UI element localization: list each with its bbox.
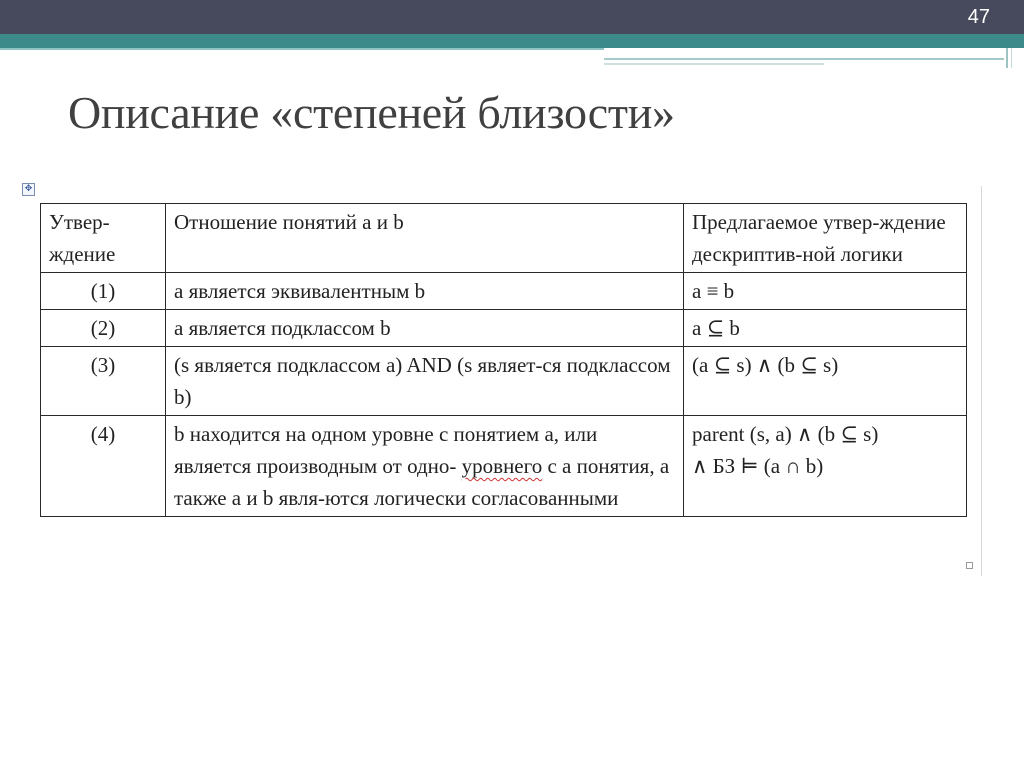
table-row	[41, 273, 967, 310]
table-row	[41, 347, 967, 416]
statement-line: parent (s, a) ∧ (b ⊆ s)	[692, 422, 879, 446]
relation-text: b находится на одном уровне с понятием a, или является производным от одно-	[174, 422, 598, 478]
row-id: (4)	[41, 416, 166, 517]
decoration-line	[604, 63, 824, 65]
relation-text: с a понятия, а также a и b явля-ются логически согласованными	[174, 454, 670, 510]
header-statement: Утвер-ждение	[41, 204, 166, 273]
table-resize-handle[interactable]	[966, 562, 973, 569]
row-statement: (a ⊆ s) ∧ (b ⊆ s)	[684, 347, 967, 416]
slide-accent-line	[0, 48, 604, 50]
row-relation: a является подклассом b	[166, 310, 684, 347]
row-id: (3)	[41, 347, 166, 416]
statement-line: ∧ БЗ ⊨ (a ∩ b)	[692, 454, 824, 478]
row-relation: (s является подклассом a) AND (s являет-ся подклассом b)	[166, 347, 684, 416]
spellcheck-word: уровнего	[461, 454, 543, 478]
row-statement: a ≡ b	[684, 273, 967, 310]
table-row	[41, 310, 967, 347]
slide-decoration	[604, 48, 1024, 68]
row-id: (2)	[41, 310, 166, 347]
decoration-line	[1011, 48, 1012, 68]
decoration-line	[604, 58, 1004, 60]
row-relation: a является эквивалентным b	[166, 273, 684, 310]
slide-top-bar	[0, 0, 1024, 34]
row-id: (1)	[41, 273, 166, 310]
table-row	[41, 416, 967, 517]
relations-table	[40, 203, 967, 517]
table-header-row	[41, 204, 967, 273]
table-boundary-guide	[981, 186, 982, 576]
decoration-line	[1006, 48, 1008, 68]
slide-title: Описание «степеней близости»	[68, 87, 675, 138]
table-move-handle-icon[interactable]: ✥	[22, 183, 35, 196]
row-statement	[684, 416, 967, 517]
slide-accent-band	[0, 34, 1024, 48]
row-statement: a ⊆ b	[684, 310, 967, 347]
header-relation: Отношение понятий a и b	[166, 204, 684, 273]
row-relation	[166, 416, 684, 517]
header-dl-statement: Предлагаемое утвер-ждение дескриптив-ной логики	[684, 204, 967, 273]
page-number: 47	[967, 6, 990, 28]
